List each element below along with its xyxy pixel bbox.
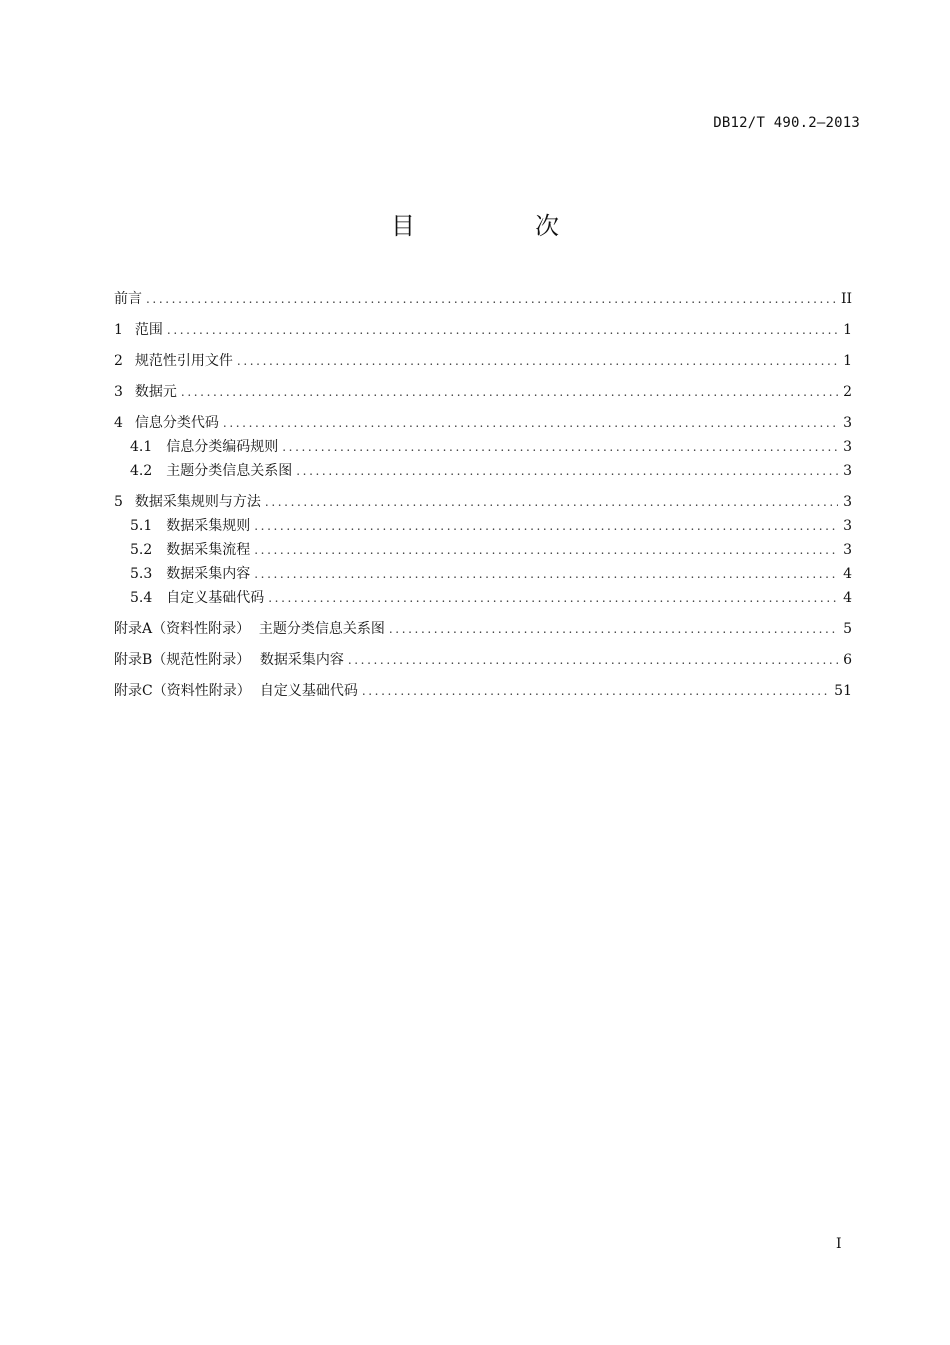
toc-entry-page: 6 [843,652,852,668]
toc-entry-5-2[interactable] [114,538,852,562]
dot-leader [282,435,838,459]
table-of-contents [114,287,852,703]
dot-leader [254,538,838,562]
dot-leader [389,617,838,641]
toc-entry-label: 数据采集规则与方法 [134,494,261,510]
toc-entry-4[interactable] [114,411,852,435]
toc-entry-number: 2 [114,353,123,369]
toc-entry-label: 主题分类信息关系图 [166,463,293,479]
dot-leader [296,459,838,483]
toc-entry-number: 4.2 [130,463,153,479]
dot-leader [265,490,838,514]
page-number: I [836,1236,842,1252]
toc-entry-page: 4 [843,590,852,606]
toc-entry-page: 1 [843,322,852,338]
toc-entry-4-1[interactable] [114,435,852,459]
toc-entry-label: 信息分类编码规则 [166,439,279,455]
toc-entry-appendix-a[interactable] [114,617,852,641]
toc-entry-label: 数据采集规则 [166,518,251,534]
toc-entry-number: 4 [114,415,123,431]
toc-entry-5[interactable] [114,490,852,514]
toc-entry-foreword[interactable] [114,287,852,311]
toc-entry-title: 主题分类信息关系图 [258,621,385,637]
toc-entry-number: 5.2 [130,542,153,558]
toc-entry-number: 1 [114,322,123,338]
toc-entry-label: 数据采集流程 [166,542,251,558]
toc-entry-page: 3 [843,518,852,534]
dot-leader [223,411,838,435]
toc-entry-number: 5.1 [130,518,153,534]
toc-entry-1[interactable] [114,318,852,342]
toc-entry-label: 信息分类代码 [134,415,219,431]
toc-entry-label: 附录A（资料性附录） [114,621,251,637]
dot-leader [362,679,830,703]
toc-entry-page: 1 [843,353,852,369]
dot-leader [268,586,838,610]
toc-entry-page: 2 [843,384,852,400]
toc-entry-number: 5.3 [130,566,153,582]
toc-entry-appendix-c[interactable] [114,679,852,703]
toc-entry-appendix-b[interactable] [114,648,852,672]
toc-entry-label: 数据采集内容 [166,566,251,582]
dot-leader [254,562,838,586]
dot-leader [237,349,838,373]
toc-entry-5-1[interactable] [114,514,852,538]
toc-entry-page: 3 [843,415,852,431]
toc-entry-page: 3 [843,542,852,558]
toc-entry-title: 数据采集内容 [259,652,344,668]
toc-entry-number: 4.1 [130,439,153,455]
toc-entry-label: 附录B（规范性附录） [114,652,251,668]
toc-entry-4-2[interactable] [114,459,852,483]
toc-entry-3[interactable] [114,380,852,404]
dot-leader [348,648,838,672]
document-code: DB12/T 490.2—2013 [713,115,860,131]
toc-entry-page: 3 [843,494,852,510]
toc-title: 目 次 [391,212,607,240]
toc-entry-page: 3 [843,463,852,479]
dot-leader [167,318,838,342]
toc-entry-label: 范围 [134,322,163,338]
toc-entry-label: 自定义基础代码 [166,590,265,606]
toc-entry-label: 前言 [114,291,142,307]
toc-entry-label: 规范性引用文件 [134,353,233,369]
dot-leader [254,514,838,538]
toc-entry-page: II [840,291,852,307]
toc-entry-page: 4 [843,566,852,582]
toc-entry-title: 自定义基础代码 [259,683,358,699]
toc-entry-label: 数据元 [134,384,177,400]
dot-leader [181,380,838,404]
toc-entry-page: 3 [843,439,852,455]
toc-entry-label: 附录C（资料性附录） [114,683,251,699]
toc-entry-page: 5 [843,621,852,637]
toc-entry-number: 5 [114,494,123,510]
toc-entry-number: 5.4 [130,590,153,606]
dot-leader [146,287,837,311]
toc-entry-2[interactable] [114,349,852,373]
toc-entry-5-4[interactable] [114,586,852,610]
toc-entry-number: 3 [114,384,123,400]
toc-entry-5-3[interactable] [114,562,852,586]
toc-entry-page: 51 [834,683,852,699]
